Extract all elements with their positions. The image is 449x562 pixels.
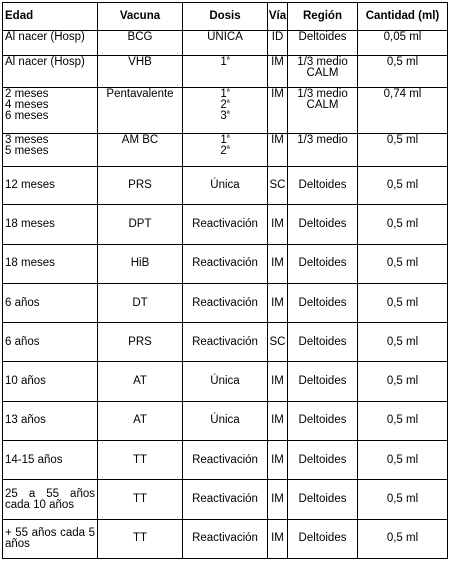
- cell-cantidad: 0,5 ml: [358, 402, 448, 441]
- dosis-line: Reactivación: [192, 532, 258, 545]
- cell-dosis: [183, 56, 268, 88]
- cell-edad: [3, 402, 98, 441]
- cell-dosis: [183, 205, 268, 244]
- cell-via: SC: [268, 167, 288, 205]
- cell-region: [288, 480, 358, 519]
- cell-dosis: [183, 245, 268, 284]
- region-line: Deltoides: [298, 532, 347, 545]
- cell-vacuna: AT: [98, 402, 183, 441]
- cell-via: IM: [268, 520, 288, 559]
- cell-cantidad: 0,05 ml: [358, 31, 448, 56]
- dosis-line: $1^ª$: [220, 88, 230, 101]
- table-row: [3, 402, 448, 441]
- edad-line: 14-15 años: [5, 453, 63, 466]
- table-row: [3, 520, 448, 559]
- cell-via: IM: [268, 56, 288, 88]
- cell-via: IM: [268, 245, 288, 284]
- region-line: Deltoides: [298, 335, 347, 348]
- edad-line: 6 años: [5, 296, 40, 309]
- cell-via: IM: [268, 480, 288, 519]
- region-line: Deltoides: [298, 257, 347, 270]
- cell-dosis: [183, 520, 268, 559]
- cell-edad: [3, 441, 98, 480]
- cell-region: [288, 245, 358, 284]
- cell-vacuna: DT: [98, 284, 183, 323]
- region-line: CALM: [306, 99, 339, 112]
- cell-cantidad: 0,5 ml: [358, 520, 448, 559]
- table-row: [3, 284, 448, 323]
- dosis-line: Reactivación: [192, 257, 258, 270]
- cell-via: SC: [268, 323, 288, 362]
- region-line: 1/3 medio: [297, 56, 348, 69]
- cell-cantidad: 0,5 ml: [358, 480, 448, 519]
- dosis-line: Reactivación: [192, 453, 258, 466]
- cell-cantidad: 0,5 ml: [358, 362, 448, 401]
- cell-region: [288, 441, 358, 480]
- cell-dosis: [183, 362, 268, 401]
- table-row: [3, 441, 448, 480]
- header-region: Región: [288, 3, 358, 31]
- dosis-line: $2^ª$: [220, 98, 230, 112]
- cell-via: IM: [268, 88, 288, 133]
- cell-vacuna: TT: [98, 441, 183, 480]
- region-line: Deltoides: [298, 414, 347, 427]
- cell-vacuna: DPT: [98, 205, 183, 244]
- cell-cantidad: 0,74 ml: [358, 88, 448, 133]
- dosis-line: $1^ª$: [220, 133, 230, 146]
- table-row: [3, 31, 448, 56]
- region-line: 1/3 medio: [297, 133, 348, 146]
- edad-line: 6 años: [5, 335, 40, 348]
- edad-line: 6 meses: [5, 110, 49, 123]
- cell-region: [288, 520, 358, 559]
- cell-dosis: [183, 480, 268, 519]
- cell-vacuna: TT: [98, 520, 183, 559]
- cell-vacuna: PRS: [98, 323, 183, 362]
- table-row: [3, 134, 448, 167]
- cell-cantidad: 0,5 ml: [358, 167, 448, 205]
- cell-region: [288, 56, 358, 88]
- cell-vacuna: AT: [98, 362, 183, 401]
- cell-vacuna: PRS: [98, 167, 183, 205]
- edad-line: 12 meses: [5, 179, 55, 192]
- dosis-line: UNICA: [207, 31, 243, 43]
- edad-line: 18 meses: [5, 217, 55, 230]
- cell-edad: [3, 88, 98, 133]
- table-row: [3, 362, 448, 401]
- cell-vacuna: AM BC: [98, 134, 183, 167]
- cell-via: IM: [268, 134, 288, 167]
- cell-edad: [3, 323, 98, 362]
- cell-region: [288, 88, 358, 133]
- cell-via: ID: [268, 31, 288, 56]
- cell-region: [288, 31, 358, 56]
- vaccination-schedule-table: [2, 2, 448, 559]
- cell-cantidad: 0,5 ml: [358, 284, 448, 323]
- dosis-line: Reactivación: [192, 296, 258, 309]
- table-row: [3, 323, 448, 362]
- region-line: Deltoides: [298, 493, 347, 505]
- cell-edad: [3, 284, 98, 323]
- cell-via: IM: [268, 441, 288, 480]
- cell-dosis: [183, 284, 268, 323]
- cell-edad: [3, 520, 98, 559]
- dosis-line: Reactivación: [192, 217, 258, 230]
- region-line: Deltoides: [298, 296, 347, 309]
- cell-vacuna: VHB: [98, 56, 183, 88]
- cell-edad: [3, 56, 98, 88]
- dosis-line: Reactivación: [192, 493, 258, 505]
- edad-line: 18 meses: [5, 257, 55, 270]
- cell-cantidad: 0,5 ml: [358, 245, 448, 284]
- dosis-line: Única: [210, 414, 240, 427]
- header-row: [3, 3, 448, 31]
- dosis-line: Reactivación: [192, 335, 258, 348]
- cell-region: [288, 205, 358, 244]
- cell-dosis: [183, 323, 268, 362]
- edad-line: + 55 años cada 5 años: [5, 526, 95, 550]
- cell-edad: [3, 167, 98, 205]
- cell-edad: [3, 134, 98, 167]
- edad-line: 13 años: [5, 414, 46, 427]
- cell-cantidad: 0,5 ml: [358, 441, 448, 480]
- edad-line: Al nacer (Hosp): [5, 56, 85, 69]
- table-row: [3, 88, 448, 133]
- header-dosis: Dosis: [183, 3, 268, 31]
- cell-via: IM: [268, 362, 288, 401]
- cell-cantidad: 0,5 ml: [358, 205, 448, 244]
- region-line: Deltoides: [298, 179, 347, 192]
- region-line: CALM: [306, 67, 339, 80]
- edad-line: 2 meses: [5, 88, 49, 101]
- header-vacuna: Vacuna: [98, 3, 183, 31]
- dosis-line: Única: [210, 375, 240, 388]
- cell-via: IM: [268, 205, 288, 244]
- cell-edad: [3, 362, 98, 401]
- dosis-line: $1^ª$: [220, 56, 230, 69]
- table-row: [3, 205, 448, 244]
- cell-edad: [3, 205, 98, 244]
- dosis-line: $3^ª$: [220, 109, 230, 123]
- region-line: Deltoides: [298, 217, 347, 230]
- cell-dosis: [183, 167, 268, 205]
- cell-cantidad: 0,5 ml: [358, 134, 448, 167]
- dosis-line: $2^ª$: [220, 143, 230, 157]
- region-line: Deltoides: [298, 31, 347, 43]
- cell-dosis: [183, 441, 268, 480]
- edad-line: Al nacer (Hosp): [5, 31, 85, 43]
- table-row: [3, 167, 448, 205]
- edad-line: 10 años: [5, 375, 46, 388]
- cell-via: IM: [268, 402, 288, 441]
- cell-via: IM: [268, 284, 288, 323]
- edad-line: 5 meses: [5, 144, 49, 157]
- cell-region: [288, 134, 358, 167]
- cell-edad: [3, 245, 98, 284]
- cell-edad: [3, 480, 98, 519]
- cell-vacuna: BCG: [98, 31, 183, 56]
- region-line: 1/3 medio: [297, 88, 348, 101]
- table-row: [3, 56, 448, 88]
- cell-region: [288, 284, 358, 323]
- cell-region: [288, 362, 358, 401]
- edad-line: 4 meses: [5, 99, 49, 112]
- cell-vacuna: HiB: [98, 245, 183, 284]
- cell-dosis: [183, 31, 268, 56]
- cell-cantidad: 0,5 ml: [358, 323, 448, 362]
- table-row: [3, 480, 448, 519]
- header-via: Vía: [268, 3, 288, 31]
- dosis-line: Única: [210, 179, 240, 192]
- cell-region: [288, 323, 358, 362]
- cell-edad: [3, 31, 98, 56]
- cell-cantidad: 0,5 ml: [358, 56, 448, 88]
- cell-region: [288, 402, 358, 441]
- cell-dosis: [183, 88, 268, 133]
- cell-dosis: [183, 402, 268, 441]
- header-edad: Edad: [3, 3, 98, 31]
- edad-line: 3 meses: [5, 133, 49, 146]
- cell-vacuna: TT: [98, 480, 183, 519]
- edad-line: 25 a 55 años cada 10 años: [5, 487, 95, 511]
- cell-region: [288, 167, 358, 205]
- region-line: Deltoides: [298, 453, 347, 466]
- region-line: Deltoides: [298, 375, 347, 388]
- cell-vacuna: Pentavalente: [98, 88, 183, 133]
- header-cantidad: Cantidad (ml): [358, 3, 448, 31]
- cell-dosis: [183, 134, 268, 167]
- table-row: [3, 245, 448, 284]
